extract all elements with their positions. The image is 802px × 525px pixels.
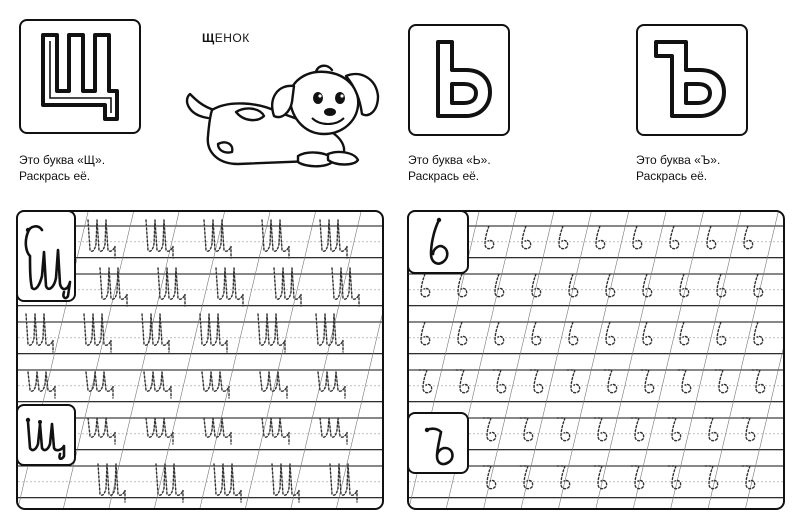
tracing-glyph-shcha	[84, 314, 111, 352]
caption-line-2: Раскрась её.	[19, 169, 91, 183]
tracing-stroke	[532, 274, 541, 297]
tracing-glyph-shcha	[272, 464, 299, 502]
tracing-glyph-soft-sign	[643, 274, 652, 297]
tracing-stroke	[705, 418, 718, 441]
tracing-stroke	[680, 274, 689, 297]
tracing-glyph-shcha	[332, 268, 359, 306]
tracing-stroke	[146, 220, 173, 258]
tracing-glyph-soft-sign	[670, 226, 679, 249]
tracing-glyph-shcha	[320, 220, 347, 258]
tracing-stroke	[88, 220, 115, 258]
tracing-stroke	[567, 370, 580, 393]
tracing-stroke	[216, 268, 243, 306]
tracing-glyph-hard-sign	[530, 370, 543, 393]
tracing-glyph-hard-sign	[604, 370, 617, 393]
caption-line-1: Это буква «Щ».	[19, 153, 106, 167]
tracing-glyph-shcha	[100, 268, 127, 306]
tracing-glyph-hard-sign	[742, 418, 755, 441]
tracing-stroke	[641, 370, 654, 393]
tracing-stroke	[596, 226, 605, 249]
tracing-stroke	[262, 418, 289, 444]
tracing-stroke	[754, 274, 763, 297]
cursive-small-shcha-icon	[18, 406, 74, 464]
tracing-stroke	[559, 226, 568, 249]
caption-line-2: Раскрась её.	[636, 169, 708, 183]
tracing-glyph-shcha	[204, 220, 231, 258]
tracing-glyph-hard-sign	[493, 370, 506, 393]
tracing-glyph-hard-sign	[678, 370, 691, 393]
tracing-glyph-soft-sign	[754, 322, 763, 345]
tracing-glyph-soft-sign	[421, 274, 430, 297]
tracing-glyph-shcha	[318, 372, 345, 398]
tracing-stroke	[670, 226, 679, 249]
tracing-glyph-soft-sign	[458, 322, 467, 345]
tracing-stroke	[158, 268, 185, 306]
tracing-stroke	[493, 370, 506, 393]
tracing-stroke	[522, 226, 531, 249]
tracing-stroke	[680, 322, 689, 345]
tracing-stroke	[458, 322, 467, 345]
tracing-glyph-shcha	[262, 418, 289, 444]
tracing-stroke	[606, 322, 615, 345]
letter-card-hard-sign	[636, 24, 748, 136]
tracing-glyph-hard-sign	[705, 466, 718, 489]
sample-box-small-shcha	[16, 404, 76, 466]
hollow-letter-hard-sign-icon	[638, 26, 746, 134]
caption-line-2: Раскрась её.	[408, 169, 480, 183]
tracing-stroke	[84, 314, 111, 352]
tracing-stroke	[557, 466, 570, 489]
tracing-glyph-hard-sign	[752, 370, 765, 393]
tracing-stroke	[262, 220, 289, 258]
tracing-glyph-shcha	[320, 418, 347, 444]
tracing-stroke	[88, 418, 115, 444]
tracing-stroke	[530, 370, 543, 393]
tracing-stroke	[200, 314, 227, 352]
caption-letter-shcha	[19, 152, 105, 184]
tracing-stroke	[643, 322, 652, 345]
tracing-glyph-shcha	[214, 464, 241, 502]
tracing-glyph-soft-sign	[717, 322, 726, 345]
tracing-stroke	[744, 226, 753, 249]
tracing-glyph-shcha	[216, 268, 243, 306]
letter-card-shcha	[19, 19, 141, 134]
tracing-glyph-shcha	[146, 220, 173, 258]
tracing-glyph-soft-sign	[744, 226, 753, 249]
tracing-glyph-soft-sign	[643, 322, 652, 345]
tracing-stroke	[707, 226, 716, 249]
tracing-glyph-shcha	[88, 418, 115, 444]
tracing-stroke	[594, 466, 607, 489]
tracing-stroke	[419, 370, 432, 393]
tracing-stroke	[604, 370, 617, 393]
tracing-stroke	[320, 418, 347, 444]
tracing-glyph-soft-sign	[606, 274, 615, 297]
tracing-stroke	[142, 314, 169, 352]
tracing-glyph-shcha	[200, 314, 227, 352]
tracing-glyph-shcha	[26, 314, 53, 352]
tracing-glyph-soft-sign	[569, 322, 578, 345]
tracing-stroke	[668, 466, 681, 489]
tracing-stroke	[421, 322, 430, 345]
tracing-glyph-hard-sign	[520, 466, 533, 489]
picture-word-rest: ЕНОК	[214, 31, 250, 45]
tracing-glyph-soft-sign	[495, 322, 504, 345]
tracing-stroke	[483, 466, 496, 489]
tracing-glyph-shcha	[146, 418, 173, 444]
tracing-glyph-shcha	[142, 314, 169, 352]
hollow-letter-soft-sign-icon	[410, 26, 508, 134]
tracing-stroke	[274, 268, 301, 306]
tracing-stroke	[272, 464, 299, 502]
tracing-glyph-shcha	[98, 464, 125, 502]
tracing-glyph-hard-sign	[520, 418, 533, 441]
tracing-glyph-soft-sign	[707, 226, 716, 249]
tracing-stroke	[318, 372, 345, 398]
tracing-stroke	[156, 464, 183, 502]
tracing-glyph-shcha	[330, 464, 357, 502]
tracing-stroke	[532, 322, 541, 345]
tracing-stroke	[456, 370, 469, 393]
tracing-glyph-shcha	[28, 372, 55, 398]
cursive-soft-sign-icon	[409, 212, 467, 272]
letter-card-soft-sign	[408, 24, 510, 136]
puppy-illustration-icon	[178, 60, 398, 180]
tracing-stroke	[717, 274, 726, 297]
tracing-stroke	[678, 370, 691, 393]
tracing-stroke	[752, 370, 765, 393]
tracing-stroke	[668, 418, 681, 441]
tracing-glyph-hard-sign	[742, 466, 755, 489]
tracing-glyph-soft-sign	[522, 226, 531, 249]
tracing-stroke	[330, 464, 357, 502]
caption-line-1: Это буква «Ь».	[408, 153, 491, 167]
tracing-glyph-soft-sign	[569, 274, 578, 297]
tracing-glyph-soft-sign	[680, 274, 689, 297]
tracing-stroke	[421, 274, 430, 297]
tracing-glyph-soft-sign	[680, 322, 689, 345]
tracing-stroke	[742, 418, 755, 441]
tracing-glyph-hard-sign	[557, 418, 570, 441]
tracing-stroke	[204, 220, 231, 258]
tracing-glyph-shcha	[262, 220, 289, 258]
tracing-stroke	[98, 464, 125, 502]
tracing-stroke	[742, 466, 755, 489]
tracing-glyph-hard-sign	[641, 370, 654, 393]
tracing-stroke	[332, 268, 359, 306]
sample-box-soft-sign	[407, 210, 469, 274]
tracing-stroke	[557, 418, 570, 441]
tracing-glyph-hard-sign	[594, 466, 607, 489]
tracing-stroke	[28, 372, 55, 398]
tracing-glyph-hard-sign	[419, 370, 432, 393]
tracing-stroke	[495, 322, 504, 345]
tracing-glyph-hard-sign	[594, 418, 607, 441]
sample-box-capital-shcha	[16, 210, 76, 302]
tracing-stroke	[606, 274, 615, 297]
tracing-glyph-hard-sign	[705, 418, 718, 441]
cursive-capital-shcha-icon	[18, 212, 74, 300]
tracing-glyph-shcha	[258, 314, 285, 352]
tracing-glyph-shcha	[204, 418, 231, 444]
tracing-stroke	[483, 418, 496, 441]
picture-word-first-letter: Щ	[202, 31, 215, 45]
picture-word	[202, 31, 250, 45]
tracing-glyph-soft-sign	[495, 274, 504, 297]
tracing-glyph-hard-sign	[483, 418, 496, 441]
tracing-stroke	[144, 372, 171, 398]
tracing-stroke	[520, 466, 533, 489]
tracing-glyph-shcha	[260, 372, 287, 398]
tracing-stroke	[705, 466, 718, 489]
tracing-glyph-shcha	[86, 372, 113, 398]
tracing-stroke	[204, 418, 231, 444]
tracing-glyph-hard-sign	[715, 370, 728, 393]
tracing-stroke	[633, 226, 642, 249]
tracing-stroke	[458, 274, 467, 297]
tracing-stroke	[631, 466, 644, 489]
tracing-glyph-soft-sign	[559, 226, 568, 249]
cursive-hard-sign-icon	[409, 414, 467, 472]
tracing-glyph-shcha	[316, 314, 343, 352]
tracing-stroke	[520, 418, 533, 441]
tracing-stroke	[643, 274, 652, 297]
tracing-glyph-hard-sign	[631, 466, 644, 489]
tracing-glyph-shcha	[274, 268, 301, 306]
tracing-glyph-soft-sign	[458, 274, 467, 297]
tracing-glyph-shcha	[144, 372, 171, 398]
tracing-glyph-soft-sign	[717, 274, 726, 297]
tracing-stroke	[146, 418, 173, 444]
tracing-stroke	[260, 372, 287, 398]
tracing-glyph-hard-sign	[456, 370, 469, 393]
tracing-glyph-hard-sign	[668, 418, 681, 441]
tracing-glyph-soft-sign	[633, 226, 642, 249]
tracing-stroke	[495, 274, 504, 297]
hollow-letter-shcha-icon	[21, 21, 139, 132]
tracing-glyph-shcha	[202, 372, 229, 398]
tracing-glyph-hard-sign	[483, 466, 496, 489]
tracing-glyph-shcha	[158, 268, 185, 306]
tracing-glyph-hard-sign	[567, 370, 580, 393]
tracing-stroke	[485, 226, 494, 249]
tracing-glyph-soft-sign	[596, 226, 605, 249]
tracing-stroke	[717, 322, 726, 345]
tracing-stroke	[569, 322, 578, 345]
tracing-stroke	[26, 314, 53, 352]
tracing-glyph-shcha	[88, 220, 115, 258]
tracing-glyph-soft-sign	[485, 226, 494, 249]
tracing-glyph-soft-sign	[532, 322, 541, 345]
tracing-glyph-shcha	[156, 464, 183, 502]
tracing-glyph-soft-sign	[532, 274, 541, 297]
tracing-stroke	[316, 314, 343, 352]
tracing-stroke	[631, 418, 644, 441]
tracing-glyph-hard-sign	[631, 418, 644, 441]
tracing-glyph-soft-sign	[754, 274, 763, 297]
caption-line-1: Это буква «Ъ».	[636, 153, 721, 167]
tracing-stroke	[258, 314, 285, 352]
tracing-glyph-hard-sign	[557, 466, 570, 489]
tracing-stroke	[320, 220, 347, 258]
caption-letter-hard-sign	[636, 152, 720, 184]
tracing-glyph-soft-sign	[421, 322, 430, 345]
tracing-stroke	[214, 464, 241, 502]
tracing-stroke	[86, 372, 113, 398]
tracing-stroke	[569, 274, 578, 297]
tracing-stroke	[715, 370, 728, 393]
tracing-glyph-hard-sign	[668, 466, 681, 489]
caption-letter-soft-sign	[408, 152, 491, 184]
tracing-glyph-soft-sign	[606, 322, 615, 345]
sample-box-hard-sign	[407, 412, 469, 474]
tracing-stroke	[100, 268, 127, 306]
tracing-stroke	[754, 322, 763, 345]
tracing-stroke	[594, 418, 607, 441]
tracing-stroke	[202, 372, 229, 398]
